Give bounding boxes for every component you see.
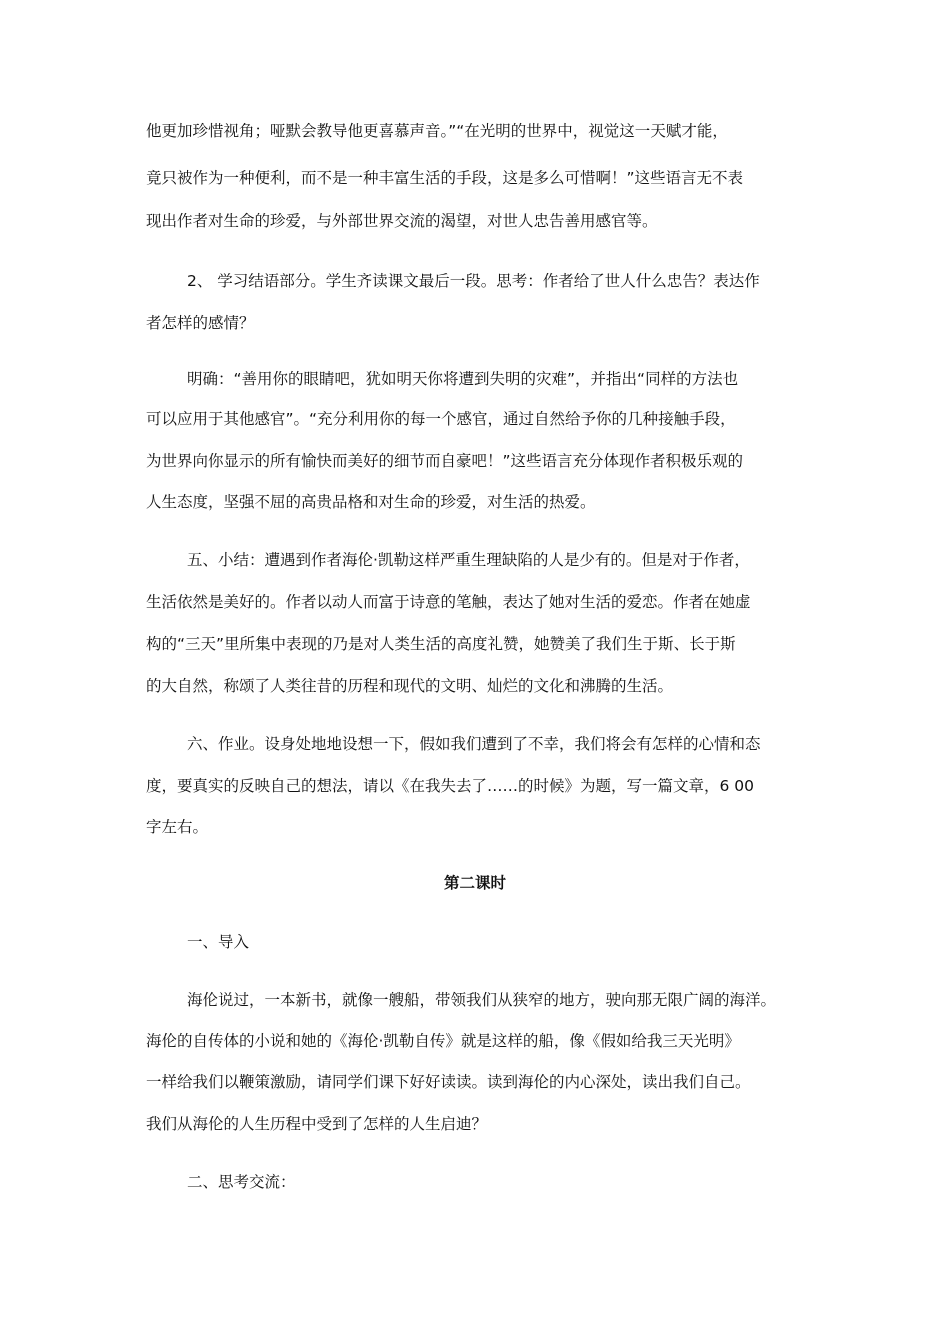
section-heading: 第二课时 [443,874,506,892]
paragraph-line: 字左右。 [146,818,209,836]
paragraph-line: 2、 学习结语部分。学生齐读课文最后一段。思考：作者给了世人什么忠告？表达作 [187,272,760,290]
paragraph-line: 海伦说过，一本新书，就像一艘船，带领我们从狭窄的地方，驶向那无限广阔的海洋。 [187,991,777,1009]
subsection-heading: 一、导入 [187,933,250,951]
paragraph-line: 生活依然是美好的。作者以动人而富于诗意的笔触，表达了她对生活的爱恋。作者在她虚 [146,593,751,611]
paragraph-line: 一样给我们以鞭策激励，请同学们课下好好读读。读到海伦的内心深处，读出我们自己。 [146,1073,751,1091]
paragraph-line: 现出作者对生命的珍爱，与外部世界交流的渴望，对世人忠告善用感官等。 [146,212,658,230]
paragraph-line: 者怎样的感情？ [146,314,255,332]
paragraph-line: 度，要真实的反映自己的想法，请以《在我失去了……的时候》为题，写一篇文章，6 00 [146,777,755,795]
paragraph-line: 竟只被作为一种便利，而不是一种丰富生活的手段，这是多么可惜啊！”这些语言无不表 [146,169,744,187]
subsection-heading: 二、思考交流： [187,1173,296,1191]
paragraph-line: 五、小结：遭遇到作者海伦·凯勒这样严重生理缺陷的人是少有的。但是对于作者， [187,551,750,569]
paragraph-line: 六、作业。设身处地地设想一下，假如我们遭到了不幸，我们将会有怎样的心情和态 [187,735,761,753]
paragraph-line: 为世界向你显示的所有愉快而美好的细节而自豪吧！”这些语言充分体现作者积极乐观的 [146,452,744,470]
paragraph-line: 他更加珍惜视角；哑默会教导他更喜慕声音。”“在光明的世界中，视觉这一天赋才能， [146,122,728,140]
paragraph-line: 人生态度，坚强不屈的高贵品格和对生命的珍爱，对生活的热爱。 [146,493,596,511]
paragraph-line: 我们从海伦的人生历程中受到了怎样的人生启迪？ [146,1115,488,1133]
paragraph-line: 海伦的自传体的小说和她的《海伦·凯勒自传》就是这样的船，像《假如给我三天光明》 [146,1032,740,1050]
paragraph-line: 的大自然，称颂了人类往昔的历程和现代的文明、灿烂的文化和沸腾的生活。 [146,677,674,695]
paragraph-line: 明确：“善用你的眼睛吧，犹如明天你将遭到失明的灾难”，并指出“同样的方法也 [187,370,739,388]
paragraph-line: 构的“三天”里所集中表现的乃是对人类生活的高度礼赞，她赞美了我们生于斯、长于斯 [146,635,736,653]
paragraph-line: 可以应用于其他感官”。“充分利用你的每一个感官，通过自然给予你的几种接触手段， [146,410,736,428]
